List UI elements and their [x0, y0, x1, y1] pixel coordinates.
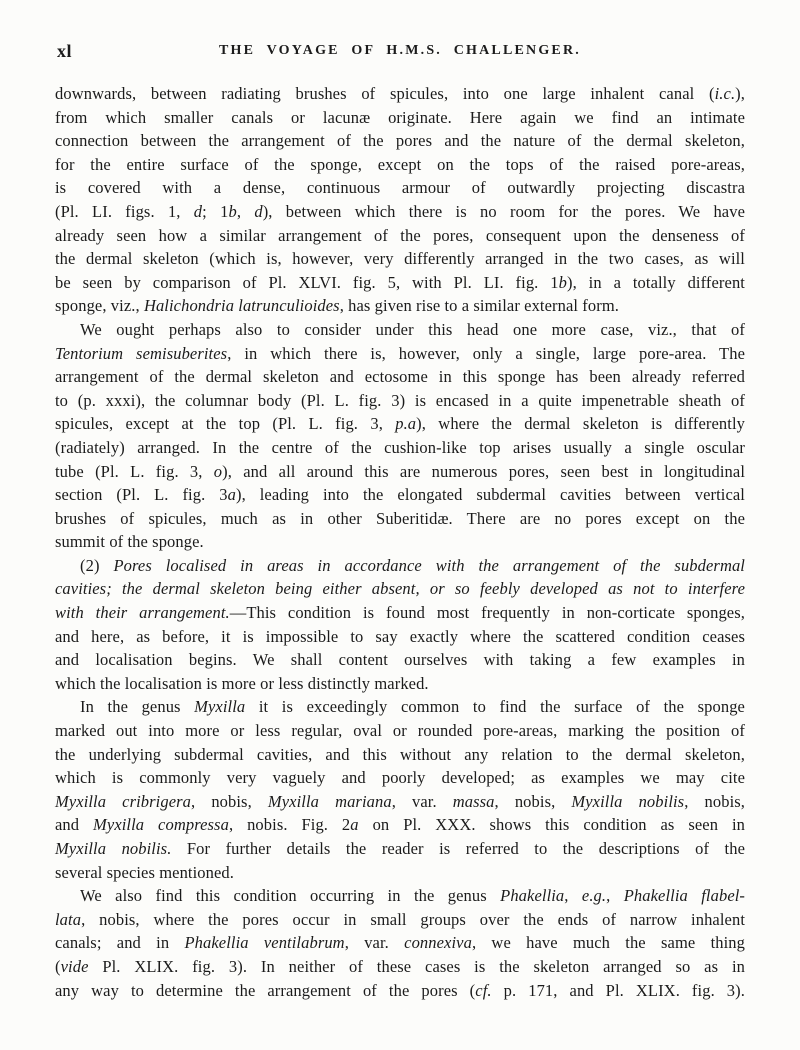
italic-text-run: Myxilla	[194, 697, 246, 717]
text-run: sponge, viz.,	[55, 296, 144, 316]
text-line	[55, 342, 745, 366]
italic-text-run: with their arrangement.	[55, 603, 230, 623]
italic-text-run: a	[227, 485, 236, 505]
text-line	[55, 625, 745, 649]
text-run: , var.	[344, 933, 405, 953]
text-line	[55, 507, 745, 531]
text-line	[55, 813, 745, 837]
text-run: section (Pl. L. fig. 3	[55, 485, 228, 505]
text-run: to (p. xxxi), the columnar body (Pl. L. fig. 3) is encased in a quite impenetrable sheath of	[55, 390, 745, 410]
text-line	[55, 908, 745, 932]
text-line	[55, 530, 745, 554]
text-run: and here, as before, it is impossible to say exactly where the scattered condition ceases	[55, 626, 745, 646]
text-run: summit of the sponge.	[55, 532, 204, 552]
text-run: from which smaller canals or lacunæ originate. Here again we find an intimate	[55, 107, 745, 127]
text-run: , nobis,	[494, 791, 572, 811]
italic-text-run: vide	[60, 956, 89, 976]
text-line	[55, 884, 745, 908]
text-line	[55, 979, 745, 1003]
text-run: the dermal skeleton (which is, however, very differently arranged in the two cases, as will	[55, 249, 745, 269]
italic-text-run: d	[254, 201, 263, 221]
text-line	[55, 837, 745, 861]
text-run: —This condition is found most frequently in non-corticate sponges,	[229, 603, 745, 623]
text-run: We ought perhaps also to consider under this head one more case, viz., that of	[80, 319, 745, 339]
italic-text-run: a	[350, 815, 359, 835]
text-run: , we have much the same thing	[471, 933, 745, 953]
text-line	[55, 106, 745, 130]
italic-text-run: i.c.	[714, 84, 736, 103]
page-body	[55, 82, 745, 1002]
text-line	[55, 224, 745, 248]
text-run: already seen how a similar arrangement of the pores, consequent upon the denseness of	[55, 225, 745, 245]
text-line	[55, 601, 745, 625]
page-number: xl	[57, 41, 73, 61]
running-head	[0, 41, 800, 61]
text-run: (	[55, 956, 61, 976]
italic-text-run: d	[193, 201, 203, 221]
text-line	[55, 577, 745, 601]
text-run: and	[55, 815, 94, 835]
italic-text-run: Pores localised in areas in accordance with the arrangement of the subdermal	[113, 555, 745, 575]
text-line	[55, 436, 745, 460]
text-line	[55, 695, 745, 719]
text-line	[55, 318, 745, 342]
text-run: ), leading into the elongated subdermal cavities between vertical	[235, 485, 745, 505]
text-run: spicules, except at the top (Pl. L. fig. 3,	[55, 414, 396, 434]
italic-text-run: e.g.	[581, 886, 607, 906]
text-line	[55, 554, 745, 578]
italic-text-run: Myxilla cribrigera	[55, 791, 192, 811]
text-line	[55, 294, 745, 318]
text-run: arrangement of the dermal skeleton and ectosome in this sponge has been already referred	[55, 367, 745, 387]
italic-text-run: Myxilla compressa	[93, 815, 229, 835]
text-run: ), between which there is no room for the pores. We have	[262, 201, 746, 221]
text-line	[55, 82, 745, 106]
text-run: which the localisation is more or less distinctly marked.	[55, 673, 429, 693]
text-run: is covered with a dense, continuous armour of outwardly projecting discastra	[55, 178, 745, 198]
text-run: , has given rise to a similar external form.	[339, 296, 620, 316]
text-line	[55, 743, 745, 767]
italic-text-run: massa	[452, 791, 495, 811]
italic-text-run: Tentorium semisuberites	[55, 343, 228, 363]
text-run: on Pl. XXX. shows this condition as seen in	[358, 815, 745, 835]
text-run: ,	[236, 201, 255, 221]
text-run: (radiately) arranged. In the centre of the cushion-like top arises usually a single oscular	[55, 437, 745, 457]
italic-text-run: cavities; the dermal skeleton being either absent, or so feebly developed as not to interfere	[55, 579, 745, 599]
text-run: it is exceedingly common to find the surface of the sponge	[245, 697, 745, 717]
text-line	[55, 176, 745, 200]
text-line	[55, 955, 745, 979]
text-run: ), where the dermal skeleton is differently	[416, 414, 745, 434]
text-run: , nobis,	[684, 791, 746, 811]
text-run: ), in a totally different	[566, 272, 745, 292]
italic-text-run: Halichondria latrunculioides	[143, 296, 340, 316]
italic-text-run: p.a	[395, 414, 417, 434]
text-run: In the genus	[80, 697, 195, 717]
italic-text-run: connexiva	[404, 933, 472, 953]
text-line	[55, 861, 745, 885]
page-title: THE VOYAGE OF H.M.S. CHALLENGER.	[219, 43, 581, 58]
text-line	[55, 766, 745, 790]
text-line	[55, 931, 745, 955]
italic-text-run: cf.	[475, 980, 492, 1000]
text-run: the underlying subdermal cavities, and this without any relation to the dermal skeleton,	[55, 744, 745, 764]
text-line	[55, 483, 745, 507]
text-line	[55, 200, 745, 224]
text-line	[55, 389, 745, 413]
text-run: and localisation begins. We shall content ourselves with taking a few examples in	[55, 650, 745, 670]
italic-text-run: o	[213, 461, 223, 481]
italic-text-run: Phakellia ventilabrum	[184, 933, 345, 953]
text-run: (2)	[80, 555, 114, 575]
text-run: ), and all around this are numerous pores, seen best in longitudinal	[222, 461, 746, 481]
text-line	[55, 460, 745, 484]
text-line	[55, 247, 745, 271]
text-line	[55, 648, 745, 672]
text-run: , in which there is, however, only a single, large pore-area. The	[227, 343, 745, 363]
text-run: ,	[606, 886, 624, 906]
italic-text-run: b	[558, 272, 567, 292]
text-line	[55, 153, 745, 177]
text-run: for the entire surface of the sponge, except on the tops of the raised pore-areas,	[55, 154, 745, 174]
italic-text-run: Myxilla nobilis	[571, 791, 685, 811]
text-line	[55, 365, 745, 389]
text-run: downwards, between radiating brushes of spicules, into one large inhalent canal (	[55, 84, 715, 103]
italic-text-run: Myxilla nobilis.	[55, 839, 172, 858]
text-run: any way to determine the arrangement of the pores (	[55, 980, 476, 1000]
text-run: which is commonly very vaguely and poorly developed; as examples we may cite	[55, 768, 745, 788]
text-run: (Pl. LI. figs. 1,	[55, 201, 194, 221]
text-run: connection between the arrangement of the pores and the nature of the dermal skeleton,	[55, 131, 745, 151]
text-run: , nobis. Fig. 2	[228, 815, 351, 835]
text-line	[55, 672, 745, 696]
text-run: For further details the reader is referred to the descriptions of the	[171, 839, 745, 858]
text-run: ,	[564, 886, 582, 906]
text-line	[55, 412, 745, 436]
text-run: Pl. XLIX. fig. 3). In neither of these cases is the skeleton arranged so as in	[88, 956, 745, 976]
text-line	[55, 271, 745, 295]
text-run: brushes of spicules, much as in other Suberitidæ. There are no pores except on the	[55, 508, 745, 528]
italic-text-run: Phakellia	[500, 886, 565, 906]
italic-text-run: Phakellia flabel-	[623, 886, 746, 906]
text-line	[55, 790, 745, 814]
italic-text-run: Myxilla mariana	[267, 791, 392, 811]
text-line	[55, 129, 745, 153]
italic-text-run: b	[228, 201, 237, 221]
text-run: p. 171, and Pl. XLIX. fig. 3).	[491, 980, 745, 1000]
text-run: , nobis, where the pores occur in small groups over the ends of narrow inhalent	[81, 909, 745, 929]
text-run: ; 1	[202, 201, 229, 221]
text-line	[55, 719, 745, 743]
italic-text-run: lata	[55, 909, 82, 929]
text-run: tube (Pl. L. fig. 3,	[55, 461, 214, 481]
text-run: canals; and in	[55, 933, 185, 953]
text-run: , nobis,	[191, 791, 268, 811]
text-run: We also find this condition occurring in the genus	[80, 886, 501, 906]
text-run: , var.	[391, 791, 453, 811]
text-run: ),	[735, 84, 745, 103]
text-run: marked out into more or less regular, oval or rounded pore-areas, marking the position of	[55, 721, 745, 741]
text-run: be seen by comparison of Pl. XLVI. fig. 5, with Pl. LI. fig. 1	[55, 272, 559, 292]
text-run: several species mentioned.	[55, 862, 234, 882]
